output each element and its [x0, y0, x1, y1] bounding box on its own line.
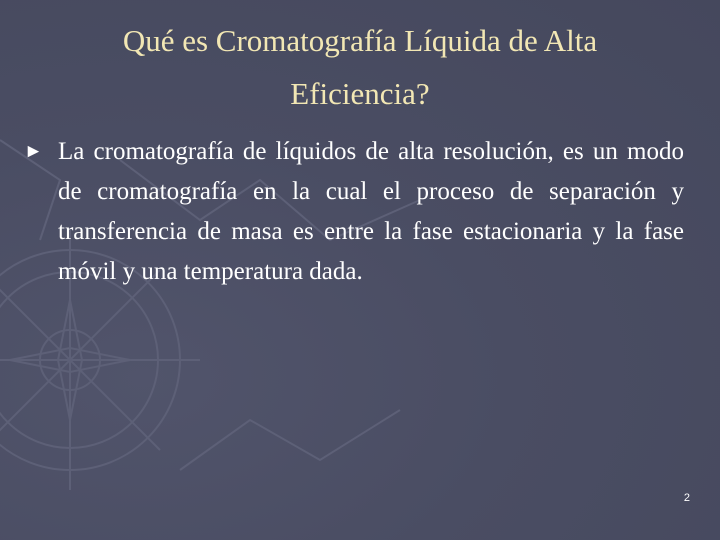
page-number: 2	[683, 492, 690, 504]
slide-title	[40, 14, 680, 120]
slide-title-line-2: Eficiencia?	[290, 76, 430, 111]
slide-body	[24, 132, 684, 292]
bullet-text: La cromatografía de líquidos de alta resolución, es un modo de cromatografía en la cual el proceso de separación y transferencia de masa es entre la fase estacionaria y la fase móvil y una temperatura dada.	[58, 138, 684, 285]
right-pointer-icon: ►	[24, 141, 43, 162]
bullet-item	[24, 132, 684, 292]
slide-title-line-1: Qué es Cromatografía Líquida de Alta	[122, 23, 598, 58]
